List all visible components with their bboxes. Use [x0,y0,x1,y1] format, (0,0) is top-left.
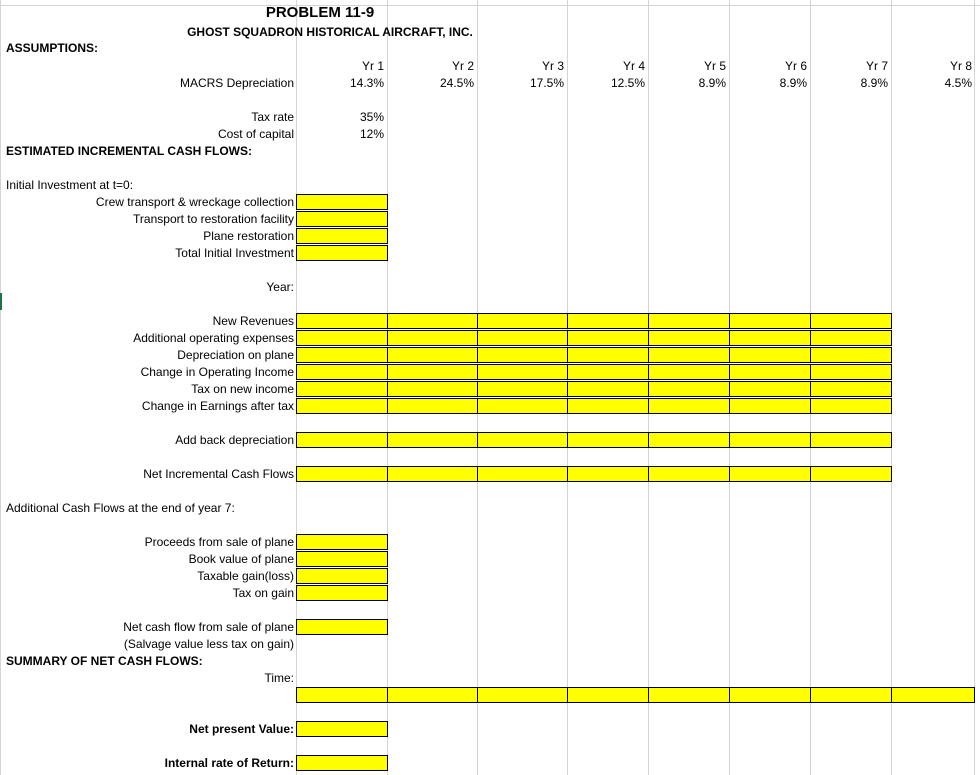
input-cell-summary-1[interactable] [296,687,388,703]
input-cell-operating-income-2[interactable] [387,364,478,380]
input-cell-operating-income-3[interactable] [477,364,568,380]
input-cell-operating-expenses-1[interactable] [296,330,388,346]
input-cell-crew-transport[interactable] [296,194,388,210]
input-cell-summary-4[interactable] [567,687,649,703]
input-cell-earnings-after-tax-1[interactable] [296,398,388,414]
input-cell-add-back-5[interactable] [648,432,730,448]
input-cell-new-revenues-7[interactable] [810,313,892,329]
macrs-rate-6[interactable]: 8.9% [779,76,807,90]
macrs-rate-1[interactable]: 14.3% [349,76,384,90]
input-cell-plane-restoration[interactable] [296,228,388,244]
input-cell-tax-new-income-6[interactable] [729,381,811,397]
operating-row-label: Tax on new income [191,382,294,396]
assumptions-heading: ASSUMPTIONS: [6,41,99,55]
operating-row-label: Change in Earnings after tax [141,399,294,413]
macrs-rate-3[interactable]: 17.5% [529,76,564,90]
year-header-3[interactable]: Yr 3 [541,59,564,73]
input-cell-depreciation-5[interactable] [648,347,730,363]
net-incremental-label: Net Incremental Cash Flows [143,467,294,481]
input-cell-summary-3[interactable] [477,687,568,703]
input-cell-tax-new-income-3[interactable] [477,381,568,397]
net-sale-label: Net cash flow from sale of plane [123,620,294,634]
end-of-year-label: Additional Cash Flows at the end of year 7: [6,501,235,515]
input-cell-depreciation-1[interactable] [296,347,388,363]
tax-rate-label: Tax rate [251,110,294,124]
year-header-6[interactable]: Yr 6 [784,59,807,73]
input-cell-npv[interactable] [296,721,388,737]
add-back-label: Add back depreciation [175,433,294,447]
input-cell-taxable-gain[interactable] [296,568,388,584]
input-cell-new-revenues-1[interactable] [296,313,388,329]
cost-of-capital-label: Cost of capital [217,127,294,141]
input-cell-proceeds[interactable] [296,534,388,550]
year-header-5[interactable]: Yr 5 [703,59,726,73]
npv-label: Net present Value: [189,722,294,736]
summary-heading: SUMMARY OF NET CASH FLOWS: [6,654,203,668]
input-cell-earnings-after-tax-4[interactable] [567,398,649,414]
input-cell-net-incremental-2[interactable] [387,466,478,482]
input-cell-net-incremental-1[interactable] [296,466,388,482]
input-cell-add-back-6[interactable] [729,432,811,448]
input-cell-operating-expenses-5[interactable] [648,330,730,346]
input-cell-earnings-after-tax-3[interactable] [477,398,568,414]
input-cell-operating-income-7[interactable] [810,364,892,380]
net-sale-note: (Salvage value less tax on gain) [123,637,294,651]
input-cell-operating-expenses-6[interactable] [729,330,811,346]
year-label: Year: [266,280,294,294]
input-cell-depreciation-3[interactable] [477,347,568,363]
macrs-rate-7[interactable]: 8.9% [860,76,888,90]
irr-label: Internal rate of Return: [164,756,294,770]
operating-row-label: Depreciation on plane [177,348,294,362]
year-header-1[interactable]: Yr 1 [361,59,384,73]
input-cell-depreciation-7[interactable] [810,347,892,363]
sale-item-label: Tax on gain [232,586,294,600]
input-cell-tax-new-income-1[interactable] [296,381,388,397]
initial-investment-label: Initial Investment at t=0: [6,178,134,192]
input-cell-new-revenues-3[interactable] [477,313,568,329]
input-cell-operating-income-1[interactable] [296,364,388,380]
input-cell-book-value[interactable] [296,551,388,567]
input-cell-summary-8[interactable] [891,687,975,703]
active-cell-marker [0,293,2,310]
input-cell-net-incremental-3[interactable] [477,466,568,482]
input-cell-earnings-after-tax-6[interactable] [729,398,811,414]
input-cell-operating-expenses-3[interactable] [477,330,568,346]
input-cell-net-sale[interactable] [296,619,388,635]
year-header-4[interactable]: Yr 4 [622,59,645,73]
input-cell-earnings-after-tax-7[interactable] [810,398,892,414]
input-cell-irr[interactable] [296,755,388,771]
input-cell-summary-5[interactable] [648,687,730,703]
input-cell-tax-new-income-5[interactable] [648,381,730,397]
cost-of-capital-value[interactable]: 12% [359,127,384,141]
input-cell-add-back-3[interactable] [477,432,568,448]
input-cell-add-back-2[interactable] [387,432,478,448]
input-cell-depreciation-2[interactable] [387,347,478,363]
input-cell-new-revenues-6[interactable] [729,313,811,329]
input-cell-tax-new-income-4[interactable] [567,381,649,397]
input-cell-net-incremental-6[interactable] [729,466,811,482]
input-cell-net-incremental-7[interactable] [810,466,892,482]
macrs-label: MACRS Depreciation [179,76,294,90]
input-cell-operating-expenses-2[interactable] [387,330,478,346]
year-header-8[interactable]: Yr 8 [949,59,972,73]
macrs-rate-4[interactable]: 12.5% [610,76,645,90]
page-title: PROBLEM 11-9 [265,4,375,21]
input-cell-tax-on-gain[interactable] [296,585,388,601]
sale-item-label: Taxable gain(loss) [197,569,294,583]
tax-rate-value[interactable]: 35% [359,110,384,124]
input-cell-new-revenues-4[interactable] [567,313,649,329]
cash-flows-heading: ESTIMATED INCREMENTAL CASH FLOWS: [6,144,252,158]
input-cell-add-back-4[interactable] [567,432,649,448]
input-cell-operating-income-4[interactable] [567,364,649,380]
operating-row-label: New Revenues [212,314,294,328]
input-cell-depreciation-6[interactable] [729,347,811,363]
input-cell-net-incremental-5[interactable] [648,466,730,482]
input-cell-earnings-after-tax-5[interactable] [648,398,730,414]
macrs-rate-5[interactable]: 8.9% [698,76,726,90]
initial-item-label: Crew transport & wreckage collection [95,195,294,209]
input-cell-transport-facility[interactable] [296,211,388,227]
input-cell-summary-7[interactable] [810,687,892,703]
input-cell-tax-new-income-7[interactable] [810,381,892,397]
input-cell-operating-expenses-7[interactable] [810,330,892,346]
initial-item-label: Transport to restoration facility [133,212,294,226]
input-cell-tax-new-income-2[interactable] [387,381,478,397]
input-cell-operating-income-6[interactable] [729,364,811,380]
grid-col-line [974,0,975,775]
input-cell-add-back-1[interactable] [296,432,388,448]
sale-item-label: Proceeds from sale of plane [144,535,294,549]
year-header-2[interactable]: Yr 2 [451,59,474,73]
input-cell-summary-6[interactable] [729,687,811,703]
input-cell-earnings-after-tax-2[interactable] [387,398,478,414]
year-header-7[interactable]: Yr 7 [865,59,888,73]
initial-item-label: Plane restoration [203,229,294,243]
input-cell-add-back-7[interactable] [810,432,892,448]
input-cell-summary-2[interactable] [387,687,478,703]
company-name: GHOST SQUADRON HISTORICAL AIRCRAFT, INC. [187,25,473,39]
input-cell-operating-income-5[interactable] [648,364,730,380]
input-cell-total-initial[interactable] [296,245,388,261]
input-cell-new-revenues-5[interactable] [648,313,730,329]
operating-row-label: Change in Operating Income [140,365,294,379]
operating-row-label: Additional operating expenses [133,331,294,345]
initial-item-label: Total Initial Investment [175,246,294,260]
macrs-rate-8[interactable]: 4.5% [944,76,972,90]
sale-item-label: Book value of plane [188,552,294,566]
input-cell-net-incremental-4[interactable] [567,466,649,482]
macrs-rate-2[interactable]: 24.5% [439,76,474,90]
input-cell-operating-expenses-4[interactable] [567,330,649,346]
input-cell-new-revenues-2[interactable] [387,313,478,329]
input-cell-depreciation-4[interactable] [567,347,649,363]
time-label: Time: [264,671,294,685]
